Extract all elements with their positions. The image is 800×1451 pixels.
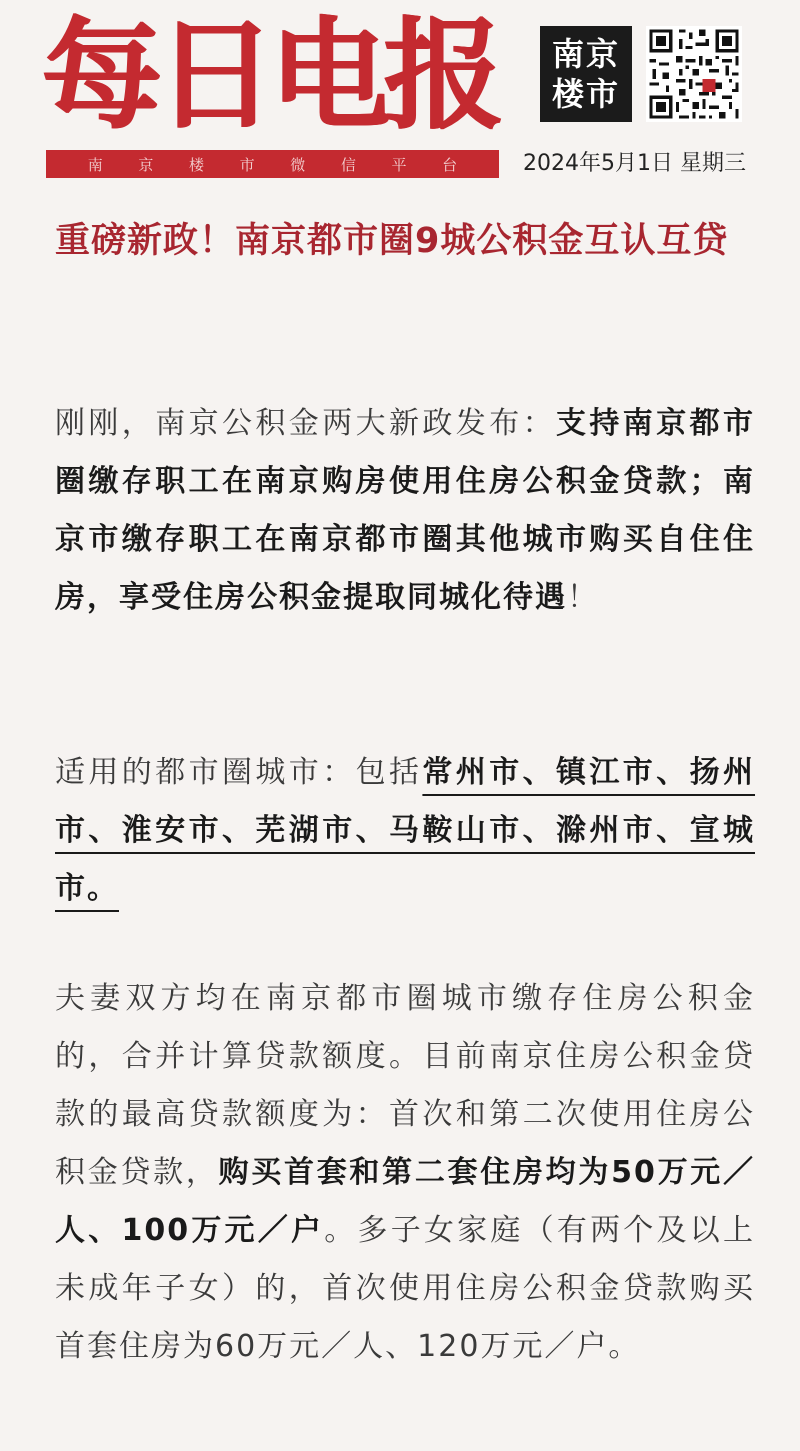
banner-char: 信 xyxy=(340,155,356,174)
banner-char: 京 xyxy=(138,155,154,174)
paragraph-highlight: 购买首套和第二套住房均为50万元／人、100万元／户 xyxy=(55,1155,755,1248)
paragraph-lead: 刚刚，南京公积金两大新政发布： xyxy=(55,406,556,441)
article-paragraph-loan-limits xyxy=(55,970,755,1376)
paragraph-highlight: 支持南京都市圈缴存职工在南京购房使用住房公积金贷款；南京市缴存职工在南京都市圈其他城市购买自住住房，享受住房公积金提取同城化待遇 xyxy=(55,406,755,615)
issue-date: 2024年5月1日 星期三 xyxy=(523,151,746,176)
paragraph-tail: ！ xyxy=(567,580,599,615)
banner-char: 平 xyxy=(391,155,407,174)
qr-code-icon xyxy=(646,26,742,122)
paragraph-lead: 夫妻双方均在南京都市圈城市缴存住房公积金的，合并计算贷款额度。目前南京住房公积金贷款的最高贷款额度为：首次和第二次使用住房公积金贷款， xyxy=(55,981,755,1190)
paragraph-tail: 。多子女家庭（有两个及以上未成年子女）的，首次使用住房公积金贷款购买首套住房为60万元／人、120万元／户。 xyxy=(55,1213,755,1364)
article-paragraph-policy xyxy=(55,395,755,627)
brand-logo-line2: 楼市 xyxy=(551,75,620,113)
banner-char: 南 xyxy=(87,155,103,174)
banner-char: 微 xyxy=(290,155,306,174)
brand-logo-line1: 南京 xyxy=(551,35,620,73)
banner-char: 楼 xyxy=(189,155,205,174)
paragraph-lead: 适用的都市圈城市：包括 xyxy=(55,755,423,790)
brand-logo xyxy=(540,26,632,122)
masthead-title: 每日电报 xyxy=(42,7,498,146)
article-headline: 重磅新政！南京都市圈9城公积金互认互贷 xyxy=(55,221,729,261)
article-paragraph-cities xyxy=(55,744,755,918)
banner-char: 市 xyxy=(239,155,255,174)
city-list: 常州市、镇江市、扬州市、淮安市、芜湖市、马鞍山市、滁州市、宣城市。 xyxy=(55,755,756,906)
banner-char: 台 xyxy=(442,155,458,174)
masthead-banner xyxy=(46,150,499,178)
